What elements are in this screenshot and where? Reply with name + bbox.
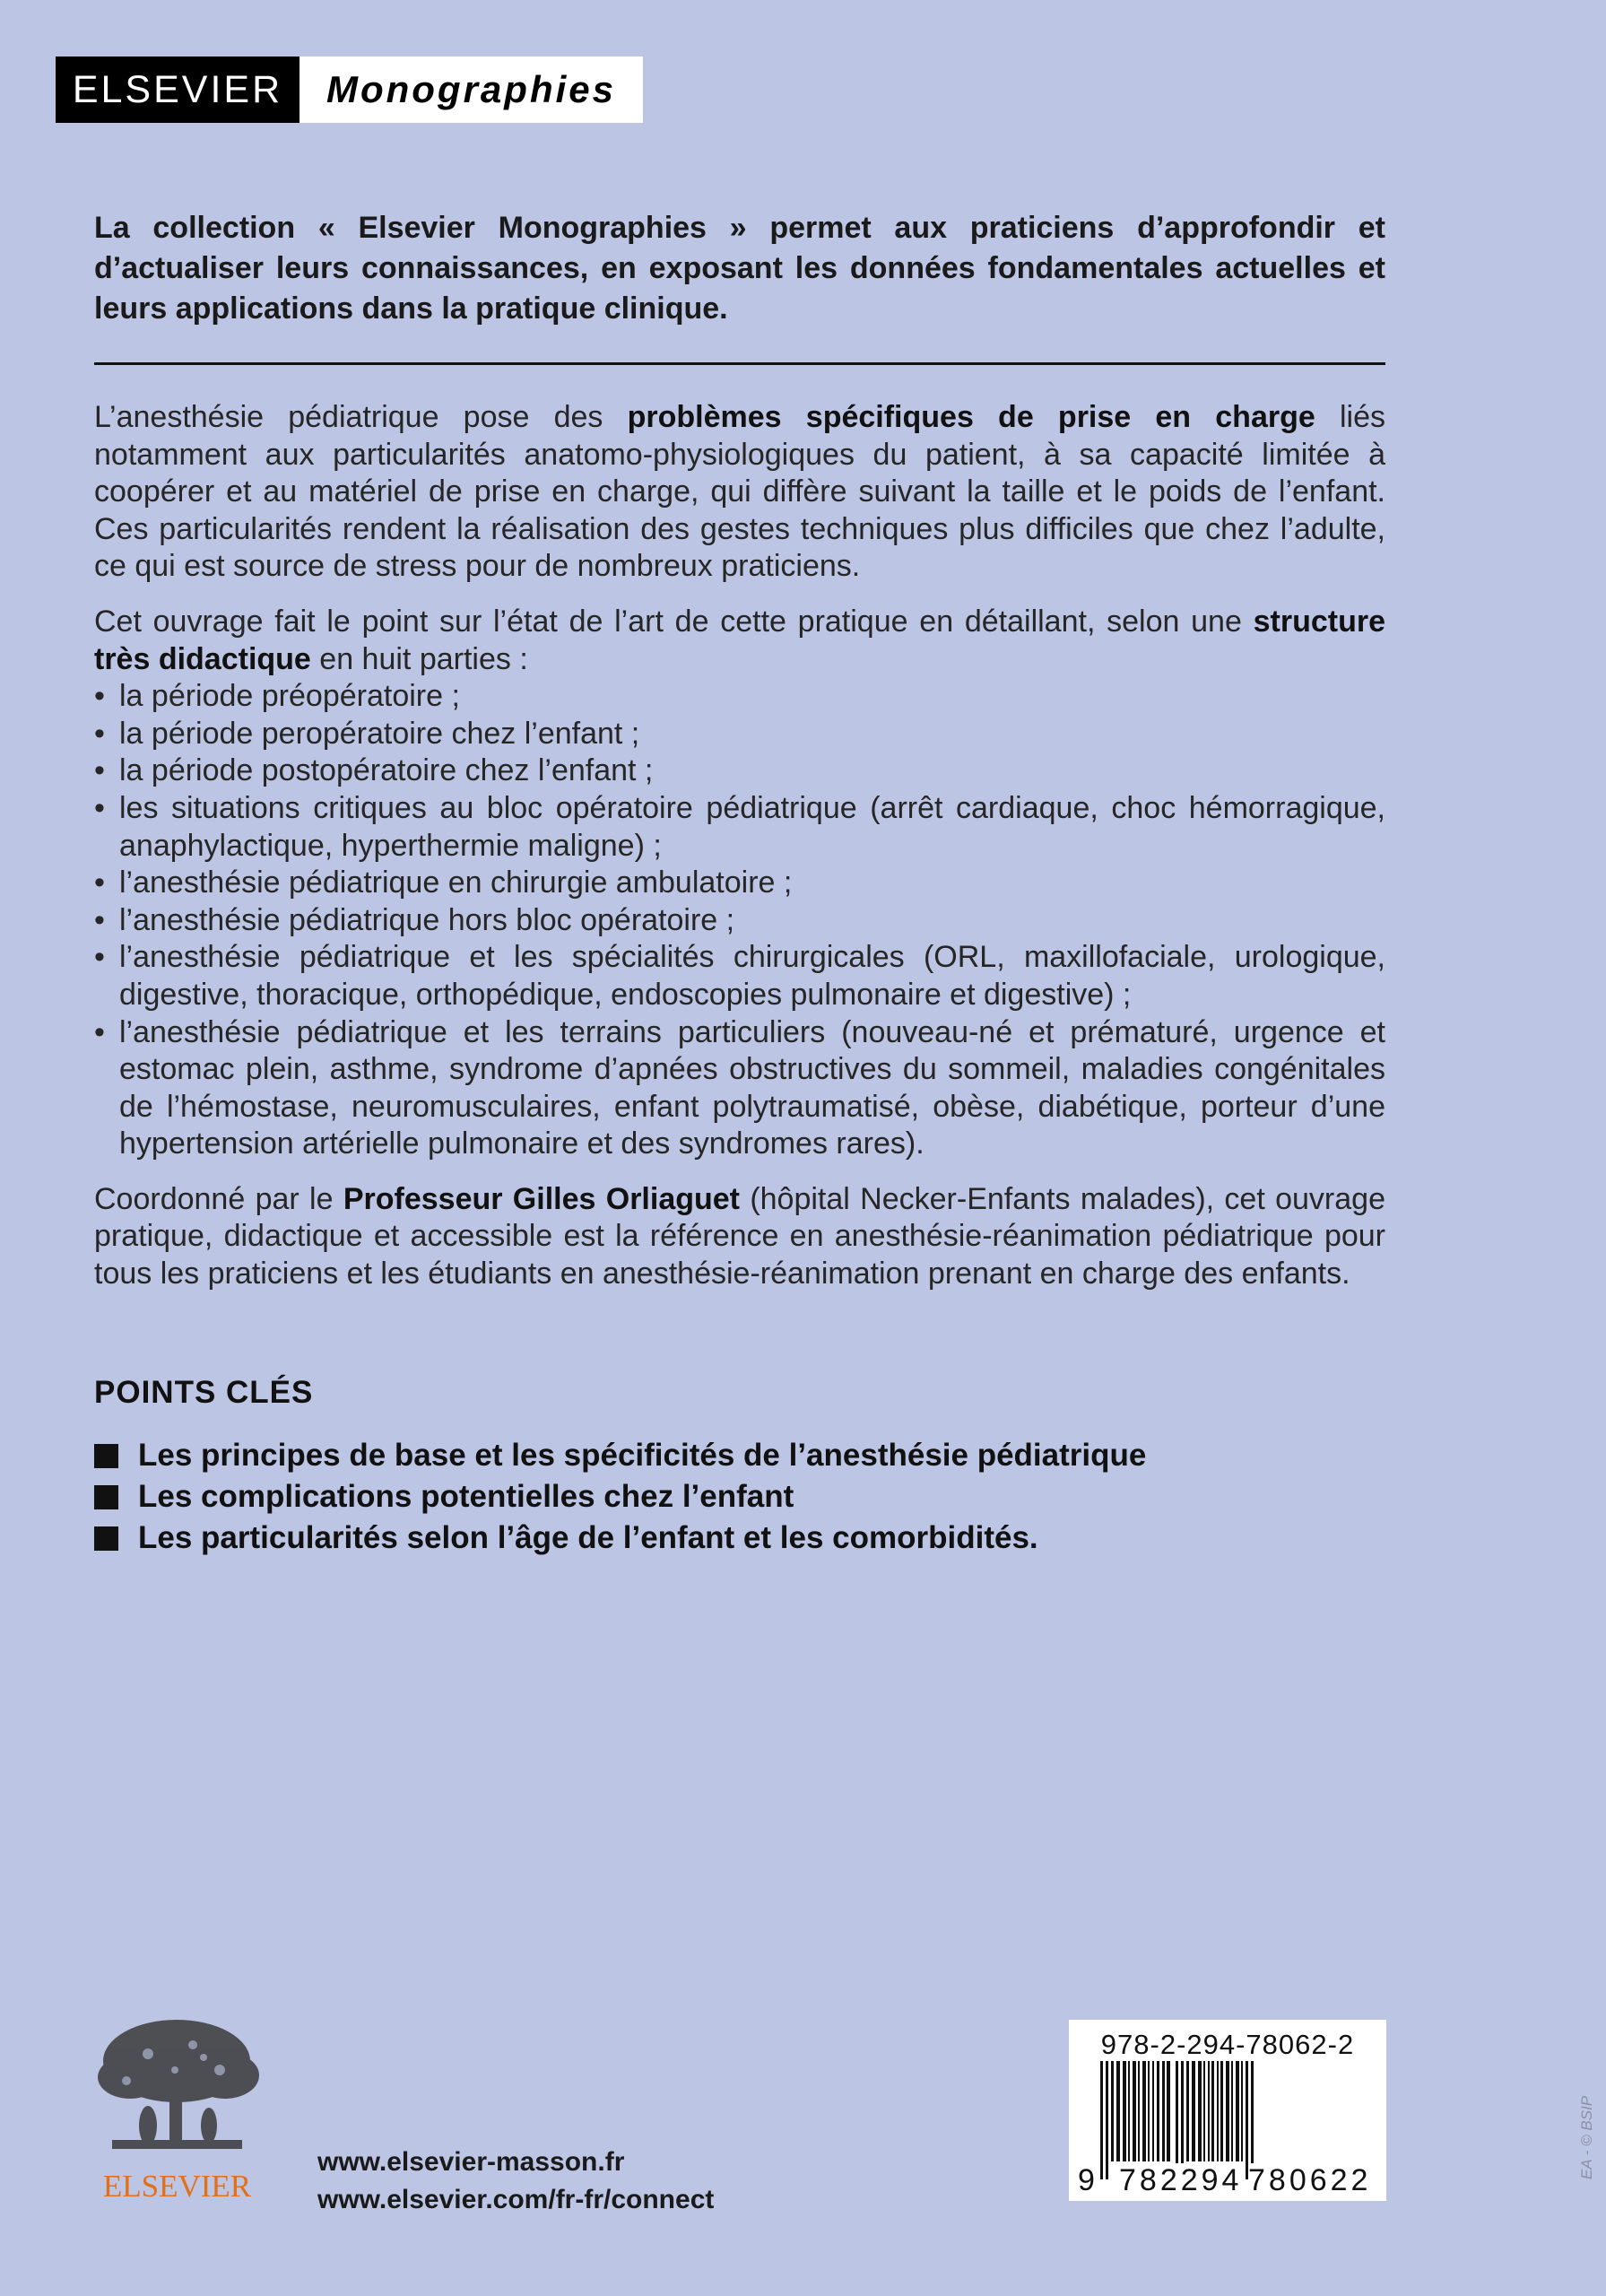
square-bullet-icon	[94, 1444, 118, 1468]
publisher-name: ELSEVIER	[102, 2169, 252, 2204]
barcode-prefix: 9	[1078, 2163, 1095, 2197]
list-item: • l’anesthésie pédiatrique et les spécialités chirurgicales (ORL, maxillofaciale, urologique, digestive, thoracique, orthopédique, endoscopies pulmonaire et digestive) ;	[94, 939, 1385, 1013]
barcode-left-digits: 782294	[1119, 2163, 1243, 2197]
list-item: • la période préopératoire ;	[94, 678, 1385, 716]
isbn-number: 978-2-294-78062-2	[1100, 2029, 1355, 2060]
divider	[94, 362, 1385, 365]
key-point: Les particularités selon l’âge de l’enfant et les comorbidités.	[94, 1518, 1385, 1559]
key-points-title: POINTS CLÉS	[94, 1375, 314, 1410]
series-badge	[56, 57, 643, 123]
url-link[interactable]: www.elsevier-masson.fr	[317, 2147, 625, 2177]
key-points-list	[94, 1435, 1385, 1559]
key-point: Les complications potentielles chez l’enfant	[94, 1476, 1385, 1518]
list-item: • l’anesthésie pédiatrique en chirurgie ambulatoire ;	[94, 865, 1385, 902]
publisher-urls	[317, 2144, 714, 2219]
parts-list	[94, 678, 1385, 1163]
description-paragraph: Cet ouvrage fait le point sur l’état de l’art de cette pratique en détaillant, selon une structure très didactique en huit parties :	[94, 604, 1385, 676]
photo-credit: EA - © BSIP	[1578, 2095, 1595, 2179]
barcode-right-digits: 780622	[1248, 2163, 1372, 2197]
list-item: • la période peropératoire chez l’enfant ;	[94, 716, 1385, 753]
list-item: • les situations critiques au bloc opératoire pédiatrique (arrêt cardiaque, choc hémorragique, anaphylactique, hyperthermie maligne) ;	[94, 790, 1385, 865]
isbn-barcode	[1069, 2020, 1386, 2201]
description-paragraph: Coordonné par le Professeur Gilles Orliaguet (hôpital Necker-Enfants malades), cet ouvrage pratique, didactique et accessible est la référence en anesthésie-réanimation pédiatrique pour tous les praticiens et les étudiants en anesthésie-réanimation prenant en charge des enfants.	[94, 1181, 1385, 1292]
url-link[interactable]: www.elsevier.com/fr-fr/connect	[317, 2185, 715, 2214]
series-brand: ELSEVIER	[56, 57, 299, 123]
book-description	[94, 399, 1385, 1311]
collection-intro: La collection « Elsevier Monographies » permet aux praticiens d’approfondir et d’actualiser leurs connaissances, en exposant les données fondamentales actuelles et leurs applications dans la pratique clinique.	[94, 211, 1385, 326]
key-point: Les principes de base et les spécificités de l’anesthésie pédiatrique	[94, 1435, 1385, 1476]
list-item: • la période postopératoire chez l’enfant ;	[94, 752, 1385, 790]
list-item: • l’anesthésie pédiatrique hors bloc opératoire ;	[94, 902, 1385, 940]
square-bullet-icon	[94, 1526, 118, 1551]
list-item: • l’anesthésie pédiatrique et les terrains particuliers (nouveau-né et prématuré, urgence et estomac plein, asthme, syndrome d’apnées obstructives du sommeil, maladies congénitales de l’hémostase, neuromusculaires, enfant polytraumatisé, obèse, diabétique, porteur d’une hypertension artérielle pulmonaire et des syndromes rares).	[94, 1014, 1385, 1163]
square-bullet-icon	[94, 1485, 118, 1509]
description-paragraph: L’anesthésie pédiatrique pose des problèmes spécifiques de prise en charge liés notamment aux particularités anatomo-physiologiques du patient, à sa capacité limitée à coopérer et au matériel de prise en charge, qui diffère suivant la taille et le poids de l’enfant. Ces particularités rendent la réalisation des gestes techniques plus difficiles que chez l’adulte, ce qui est source de stress pour de nombreux praticiens.	[94, 400, 1385, 584]
series-title: Monographies	[299, 57, 643, 123]
barcode-icon	[1100, 2061, 1360, 2179]
elsevier-tree-logo-icon	[94, 2018, 260, 2161]
